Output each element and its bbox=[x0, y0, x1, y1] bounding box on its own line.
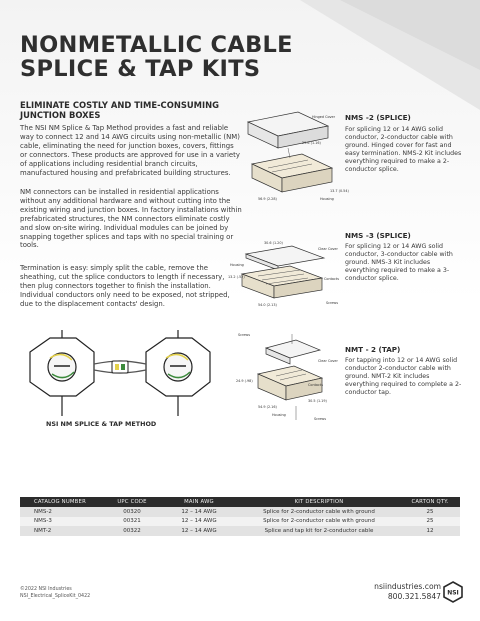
title-line-2: SPLICE & TAP KITS bbox=[20, 56, 261, 82]
figure-caption: NSI NM SPLICE & TAP METHOD bbox=[46, 420, 157, 428]
nms-3-callout-width: 30.6 (1.20) bbox=[264, 241, 283, 245]
nms-3-callout-height: 13.2 (.52) bbox=[228, 275, 245, 279]
cell-main-awg: 12 – 14 AWG bbox=[160, 517, 238, 527]
column-header-catalog-number: CATALOG NUMBER bbox=[20, 497, 104, 507]
nms-3-callout-contacts: Contacts bbox=[324, 277, 339, 281]
nmt-2-callout-contacts: Contacts bbox=[308, 383, 323, 387]
cell-main-awg: 12 – 14 AWG bbox=[160, 526, 238, 536]
page-title bbox=[20, 33, 460, 81]
nms-3-drawing bbox=[228, 240, 343, 310]
column-header-kit-description: KIT DESCRIPTION bbox=[238, 497, 400, 507]
nms-2-callout-hinged-cover: Hinged Cover bbox=[312, 115, 336, 119]
cell-catalog-number: NMS-3 bbox=[20, 517, 104, 527]
table-row bbox=[20, 517, 460, 527]
table-row bbox=[20, 507, 460, 517]
intro-heading bbox=[20, 100, 240, 120]
cell-upc-code: 00321 bbox=[104, 517, 160, 527]
cell-kit-description: Splice and tap kit for 2-conductor cable bbox=[238, 526, 400, 536]
copyright-text: ©2022 NSI Industries bbox=[20, 587, 72, 592]
cell-catalog-number: NMT-2 bbox=[20, 526, 104, 536]
document-id: NSI_Electrical_SpliceKit_0422 bbox=[20, 593, 91, 599]
nms-2-callout-width: 29.6 (1.16) bbox=[302, 141, 321, 145]
nms-2-callout-housing: Housing bbox=[320, 197, 334, 201]
column-header-upc-code: UPC CODE bbox=[104, 497, 160, 507]
title-line-1: NONMETALLIC CABLE bbox=[20, 32, 293, 58]
kit-description-nms-3: For splicing 12 or 14 AWG solid conductor, 3-conductor cable with ground. NMS-3 Kit includes everything required to make a 3-conductor splice. bbox=[345, 243, 453, 283]
nms-3-callout-housing: Housing bbox=[230, 263, 244, 267]
cell-upc-code: 00320 bbox=[104, 507, 160, 517]
right-junction-box bbox=[146, 338, 210, 396]
nsi-logo-icon bbox=[443, 581, 463, 603]
table-header-row bbox=[20, 497, 460, 507]
nmt-2-drawing bbox=[236, 330, 343, 425]
table-row bbox=[20, 526, 460, 536]
cell-carton-qty: 25 bbox=[400, 517, 460, 527]
column-header-carton-qty: CARTON QTY. bbox=[400, 497, 460, 507]
nmt-2-callout-width: 30.5 (1.19) bbox=[308, 399, 327, 403]
nmt-2-callout-screws-bottom: Screws bbox=[314, 417, 326, 421]
nmt-2-callout-housing: Housing bbox=[272, 413, 286, 417]
intro-heading-line-2: JUNCTION BOXES bbox=[20, 110, 101, 120]
cell-catalog-number: NMS-2 bbox=[20, 507, 104, 517]
intro-paragraph-3: Termination is easy: simply split the cable, remove the sheathing, cut the splice conductors to length if necessary, then plug connectors together to finish the installation. Individual conductors only need to be exposed, not stripped, due to the displacement contacts' design. bbox=[20, 264, 230, 308]
left-junction-box bbox=[30, 338, 94, 396]
nms-2-callout-height: 13.7 (0.54) bbox=[330, 189, 349, 193]
nms-2-drawing bbox=[238, 108, 349, 208]
kit-title-nms-2: NMS -2 (SPLICE) bbox=[345, 113, 411, 122]
logo-text: NSI bbox=[447, 589, 459, 597]
intro-paragraph-1: The NSI NM Splice & Tap Method provides a fast and reliable way to connect 12 and 14 AWG circuits using non-metallic (NM) cable, eliminating the need for junction boxes, covers, fittings or connectors. These products are approved for use in a variety of applications including residential branch circuits, manufactured housing and prefabricated building structures. bbox=[20, 124, 240, 177]
nmt-2-callout-height: 24.9 (.98) bbox=[236, 379, 253, 383]
nmt-2-callout-length: 54.9 (2.16) bbox=[258, 405, 277, 409]
footer-contact bbox=[374, 582, 441, 602]
kit-description-nms-2: For splicing 12 or 14 AWG solid conductor, 2-conductor cable with ground. Hinged cover for fast and easy termination. NMS-2 Kit includes everything required to make a 2-conductor splice. bbox=[345, 126, 462, 174]
cell-kit-description: Splice for 2-conductor cable with ground bbox=[238, 507, 400, 517]
nms-3-callout-screws: Screws bbox=[326, 301, 338, 305]
kit-title-nms-3: NMS -3 (SPLICE) bbox=[345, 231, 411, 240]
kit-title-nmt-2: NMT - 2 (TAP) bbox=[345, 345, 401, 354]
cell-carton-qty: 25 bbox=[400, 507, 460, 517]
footer-legal bbox=[20, 587, 90, 600]
intro-heading-line-1: ELIMINATE COSTLY AND TIME-CONSUMING bbox=[20, 100, 219, 110]
cell-main-awg: 12 – 14 AWG bbox=[160, 507, 238, 517]
product-table bbox=[20, 497, 460, 536]
nms-3-callout-length: 54.0 (2.13) bbox=[258, 303, 277, 307]
nmt-2-callout-screws-top: Screws bbox=[238, 333, 250, 337]
kit-description-nmt-2: For tapping into 12 or 14 AWG solid conductor 2-conductor cable with ground. NMT-2 Kit includes everything required to complete a 2-conductor tap. bbox=[345, 357, 462, 397]
cell-carton-qty: 12 bbox=[400, 526, 460, 536]
cell-kit-description: Splice for 2-conductor cable with ground bbox=[238, 517, 400, 527]
nms-2-callout-length: 56.9 (2.28) bbox=[258, 197, 277, 201]
website-link[interactable]: nsiindustries.com bbox=[374, 582, 441, 591]
nmt-2-callout-clear-cover: Clear Cover bbox=[318, 359, 338, 363]
phone-number: 800.321.5847 bbox=[387, 592, 441, 601]
intro-paragraph-2: NM connectors can be installed in residential applications without any additional hardware and without cutting into the existing wiring and junction boxes. In factory installations within prefabricated structures, the NM connectors eliminate costly and slow on-site wiring. Individual modules can be joined by snapping together splices and taps with no special training or tools. bbox=[20, 188, 242, 250]
cell-upc-code: 00322 bbox=[104, 526, 160, 536]
splice-connector-icon bbox=[112, 361, 128, 373]
splice-method-illustration bbox=[20, 330, 245, 418]
column-header-main-awg: MAIN AWG bbox=[160, 497, 238, 507]
nms-3-callout-clear-cover: Clear Cover bbox=[318, 247, 338, 251]
